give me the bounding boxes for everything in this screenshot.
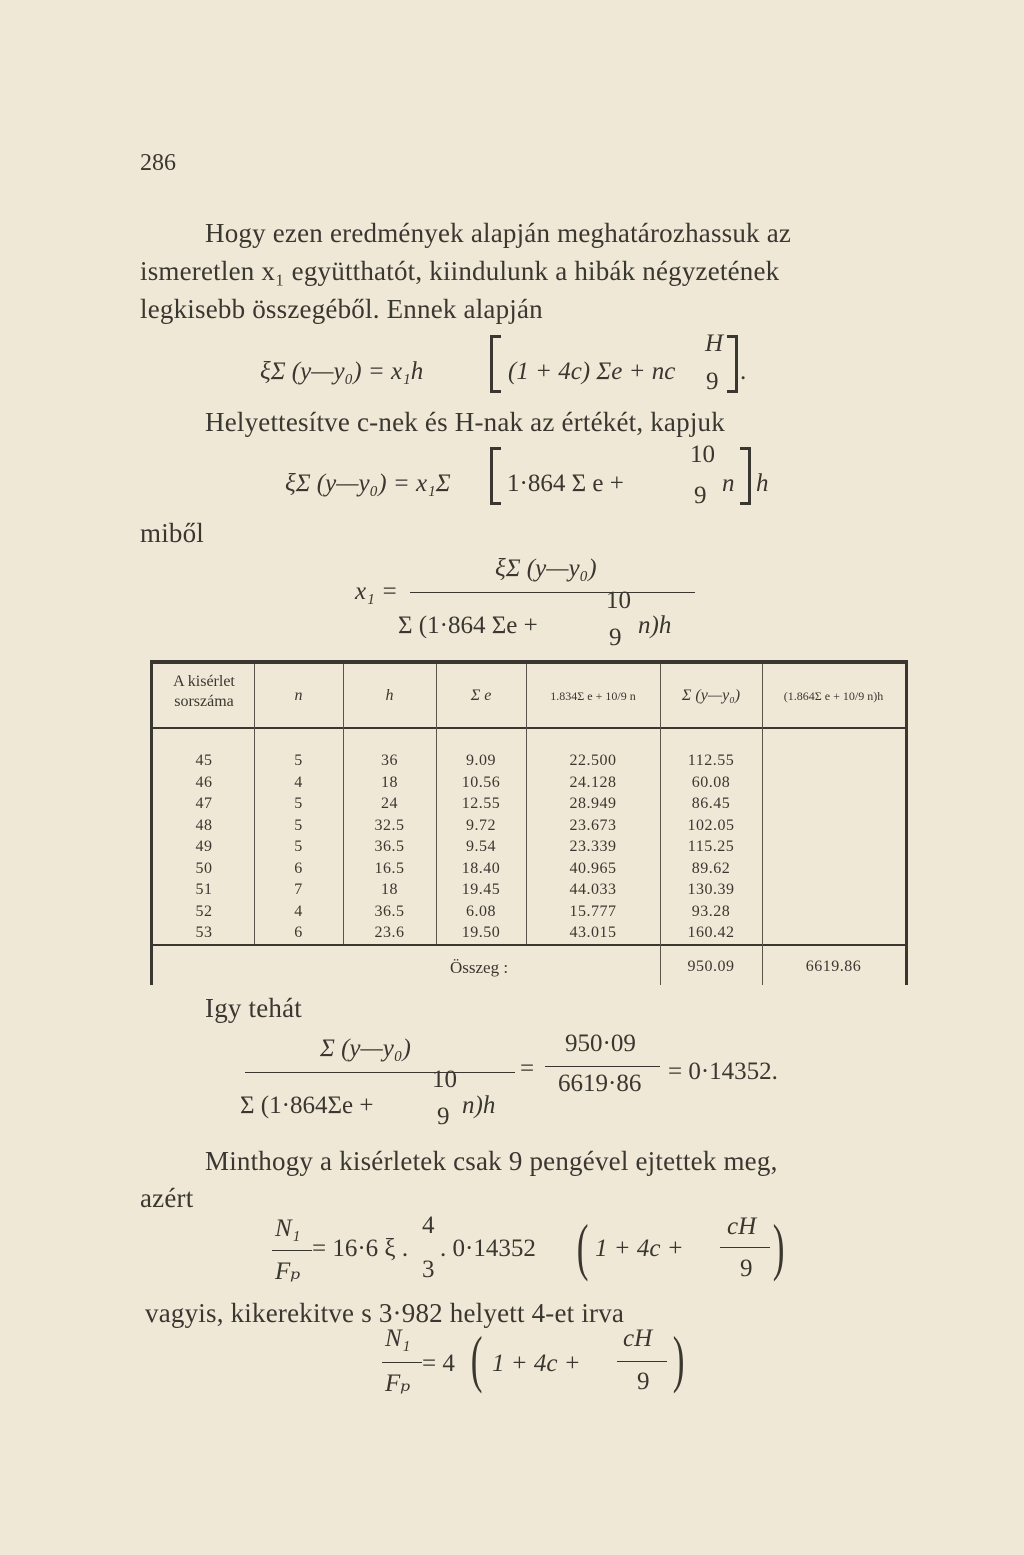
eq3-den-frac-den: 9 — [609, 624, 622, 651]
fraction-line — [545, 1066, 660, 1067]
table-cell: 89.62 — [691, 859, 731, 877]
eq1-lhs: ξΣ (y—y₀) = x₁h — [260, 358, 424, 385]
table-cell: 115.25 — [687, 838, 735, 855]
eq4-den-a: Σ (1·864Σe + — [240, 1092, 374, 1119]
table-cell: 9.72 — [466, 816, 496, 834]
sum-label: Összeg : — [450, 958, 509, 977]
eq2-tail: h — [756, 470, 769, 497]
table-cell: 16.5 — [374, 859, 405, 877]
header-expr: 1.834Σ e + 10/9 n — [550, 689, 636, 703]
eq6-lhs-num: N₁ — [385, 1325, 411, 1352]
table-cell: 19.50 — [461, 924, 501, 941]
table-cell: 86.45 — [691, 795, 731, 812]
eq5-mid2: . 0·14352 — [440, 1235, 536, 1262]
eq5-f-den: 3 — [422, 1256, 435, 1283]
table-cell: 46 — [195, 773, 213, 791]
table-cell: 51 — [195, 881, 213, 898]
table-cell: 102.05 — [687, 816, 735, 834]
eq6-lhs-den: Fₚ — [385, 1370, 411, 1397]
paragraph-line: Igy tehát — [205, 993, 303, 1023]
eq4-den-frac-den: 9 — [437, 1103, 450, 1130]
left-bracket — [490, 447, 501, 505]
table-cell: 19.45 — [461, 881, 501, 898]
table-cell: 10.56 — [461, 773, 501, 791]
paragraph-line: ismeretlen x₁ együtthatót, kiindulunk a hibák négyzetének — [140, 256, 780, 286]
col-divider — [762, 664, 763, 985]
eq5-inner: 1 + 4c + — [595, 1235, 684, 1262]
table-top-rule — [150, 660, 908, 664]
eq1-tail: . — [740, 358, 747, 385]
eq2-frac-num: 10 — [690, 441, 715, 468]
table-cell: 5 — [294, 816, 303, 834]
fraction-line — [245, 1072, 515, 1073]
paragraph-line: Hogy ezen eredmények alapján meghatározhassuk az — [205, 218, 792, 248]
table-header-rule — [150, 727, 908, 729]
table-cell: 7 — [294, 881, 303, 898]
table-cell: 23.6 — [374, 924, 405, 941]
sum-col7: 6619.86 — [805, 958, 862, 975]
table-cell: 28.949 — [569, 795, 617, 812]
table-cell: 4 — [294, 902, 303, 920]
eq5-mid: = 16·6 ξ . — [312, 1235, 409, 1262]
header-sum-e: Σ e — [470, 687, 492, 704]
right-bracket — [740, 447, 751, 505]
eq4-num: Σ (y—y₀) — [320, 1035, 411, 1062]
table-cell: 130.39 — [687, 881, 735, 898]
header-h: h — [385, 687, 394, 704]
left-paren: ( — [470, 1323, 483, 1394]
eq5-f-num: 4 — [422, 1212, 435, 1239]
paragraph-line: azért — [140, 1183, 194, 1213]
table-cell: 23.673 — [569, 816, 617, 834]
table-cell: 36 — [381, 752, 398, 769]
table-cell: 6.08 — [466, 902, 496, 920]
eq5-cf-num: cH — [727, 1213, 757, 1240]
eq3-den-b: n)h — [638, 612, 672, 639]
page-number: 286 — [140, 150, 176, 176]
table-body-rule — [150, 944, 908, 946]
table-cell: 45 — [195, 752, 213, 769]
eq5-lhs-den: Fₚ — [275, 1258, 301, 1285]
eq3-den-a: Σ (1·864 Σe + — [398, 612, 538, 639]
table-cell: 60.08 — [691, 773, 731, 791]
eq2-inner: 1·864 Σ e + — [507, 470, 624, 497]
eq4-eq-sign: = — [520, 1055, 535, 1082]
table-cell: 5 — [294, 795, 303, 812]
right-paren: ) — [772, 1211, 785, 1282]
fraction-line — [272, 1250, 312, 1251]
table-cell: 43.015 — [569, 924, 617, 941]
table-cell: 4 — [294, 773, 303, 791]
fraction-line — [410, 592, 695, 593]
paragraph-line: vagyis, kikerekitve s 3·982 helyett 4-et irva — [145, 1298, 625, 1328]
table-cell: 6 — [294, 924, 303, 941]
table-cell: 48 — [195, 816, 213, 834]
sum-col6: 950.09 — [687, 958, 735, 975]
eq5-cf-den: 9 — [740, 1255, 753, 1282]
header-serial: A kisérlet sorszáma — [173, 673, 235, 710]
eq2-inner-tail: n — [722, 470, 735, 497]
table-cell: 160.42 — [687, 924, 735, 941]
header-n: n — [294, 687, 303, 704]
table-cell: 15.777 — [569, 902, 617, 920]
table-cell: 12.55 — [461, 795, 501, 812]
fraction-line — [382, 1362, 422, 1363]
table-cell: 53 — [195, 924, 213, 941]
table-cell: 40.965 — [569, 859, 617, 877]
eq1-frac-num: H — [705, 330, 724, 357]
table-cell: 18 — [381, 881, 398, 898]
table-cell: 47 — [195, 795, 213, 812]
table-cell: 9.54 — [466, 838, 496, 855]
eq1-inner: (1 + 4c) Σe + nc — [508, 358, 676, 385]
eq2-lhs: ξΣ (y—y₀) = x₁Σ — [285, 470, 451, 497]
eq6-cf-den: 9 — [637, 1368, 650, 1395]
paragraph-line: Helyettesítve c-nek és H-nak az értékét, kapjuk — [205, 407, 725, 437]
eq3-num: ξΣ (y—y₀) — [495, 555, 597, 582]
eq6-mid: = 4 — [422, 1350, 455, 1377]
table-left-border — [150, 664, 153, 985]
eq3-den-frac-num: 10 — [606, 587, 631, 614]
table-cell: 32.5 — [374, 816, 405, 834]
header-sum-y: Σ (y—y₀) — [681, 687, 741, 704]
table-cell: 6 — [294, 859, 303, 877]
table-cell: 22.500 — [569, 752, 617, 769]
eq4-den-frac-num: 10 — [432, 1066, 457, 1093]
table-cell: 24.128 — [569, 773, 617, 791]
table-cell: 36.5 — [374, 902, 405, 920]
data-table — [150, 660, 908, 985]
eq4-mid-den: 6619·86 — [558, 1070, 642, 1097]
fraction-line — [617, 1361, 667, 1362]
eq5-lhs-num: N₁ — [275, 1215, 301, 1242]
table-cell: 44.033 — [569, 881, 617, 898]
table-cell: 93.28 — [691, 902, 731, 920]
paragraph-line: legkisebb összegéből. Ennek alapján — [140, 294, 543, 324]
eq6-inner: 1 + 4c + — [492, 1350, 581, 1377]
eq3-lhs: x₁ = — [355, 578, 398, 605]
header-expr-h: (1.864Σ e + 10/9 n)h — [783, 689, 884, 703]
table-cell: 5 — [294, 838, 303, 855]
table-cell: 5 — [294, 752, 303, 769]
table-cell: 9.09 — [466, 752, 496, 769]
eq4-mid-num: 950·09 — [565, 1030, 636, 1057]
table-right-border — [905, 664, 908, 985]
table-cell: 18.40 — [461, 859, 501, 877]
eq2-frac-den: 9 — [694, 482, 707, 509]
table-cell: 112.55 — [687, 752, 735, 769]
right-bracket — [727, 335, 738, 393]
left-bracket — [490, 335, 501, 393]
eq6-cf-num: cH — [623, 1325, 653, 1352]
table-cell: 36.5 — [374, 838, 405, 855]
paragraph-line: miből — [140, 518, 205, 548]
paragraph-line: Minthogy a kisérletek csak 9 pengével ejtettek meg, — [205, 1146, 778, 1176]
table-cell: 18 — [381, 773, 398, 791]
table-cell: 52 — [195, 902, 213, 920]
eq4-result: = 0·14352. — [668, 1058, 778, 1085]
table-cell: 24 — [381, 795, 398, 812]
table-cell: 50 — [195, 859, 213, 877]
table-cell: 23.339 — [569, 838, 617, 855]
fraction-line — [720, 1247, 770, 1248]
table-cell: 49 — [195, 838, 213, 855]
left-paren: ( — [576, 1211, 589, 1282]
eq1-frac-den: 9 — [706, 368, 719, 395]
eq4-den-b: n)h — [462, 1092, 496, 1119]
right-paren: ) — [672, 1323, 685, 1394]
